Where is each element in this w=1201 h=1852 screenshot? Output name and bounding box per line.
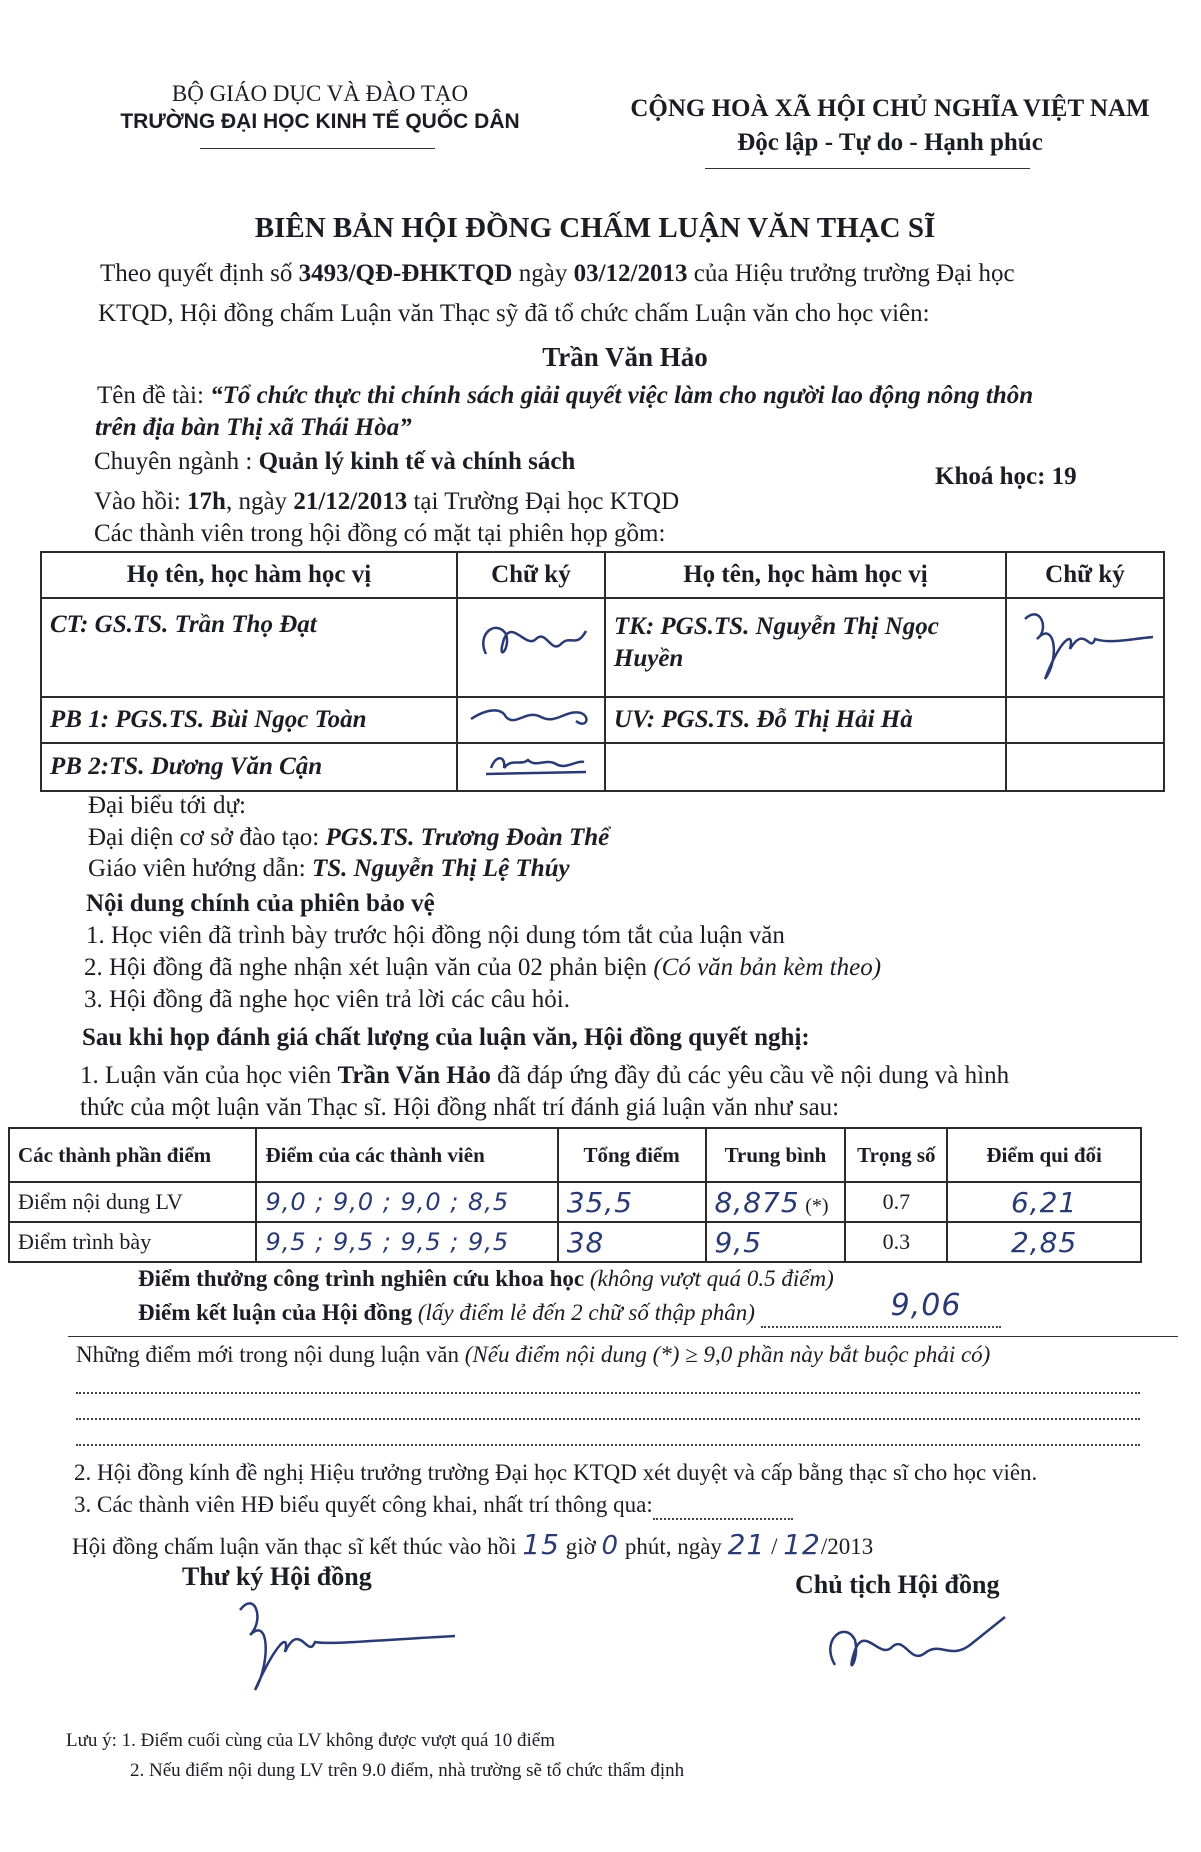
advisor-line (88, 855, 570, 883)
item-2: 2. Hội đồng kính đề nghị Hiệu trưởng trường Đại học KTQD xét duyệt và cấp bằng thạc sĩ cho học viên. (74, 1460, 1038, 1485)
attendees-label: Đại biểu tới dự: (88, 792, 246, 819)
chair-title: Chủ tịch Hội đồng (795, 1570, 1000, 1599)
score-members: 9,0 ; 9,0 ; 9,0 ; 8,5 (256, 1182, 557, 1222)
score-average-cell (706, 1222, 846, 1262)
signature-cell (1006, 598, 1164, 697)
intro-text-2: ngày (518, 260, 568, 287)
members-header-row (41, 552, 1164, 598)
final-rule (68, 1336, 1178, 1337)
bonus-line (138, 1266, 834, 1292)
score-label: Điểm trình bày (9, 1222, 256, 1262)
signature-cell (457, 598, 605, 697)
score-header-weight: Trọng số (845, 1128, 947, 1182)
dotted-line (76, 1418, 1140, 1420)
score-header-converted: Điểm qui đổi (947, 1128, 1141, 1182)
new-points-label: Những điểm mới trong nội dung luận văn (76, 1342, 460, 1367)
end-minute: 0 (601, 1531, 620, 1561)
end-phut: phút, ngày (624, 1534, 722, 1559)
signature-chair-icon (466, 609, 596, 679)
score-header-members: Điểm của các thành viên (256, 1128, 557, 1182)
new-points-note: (Nếu điểm nội dung (*) ≥ 9,0 phần này bắt buộc phải có) (464, 1342, 991, 1367)
decision-date: 03/12/2013 (573, 260, 688, 287)
dotted-line (76, 1392, 1140, 1394)
session-prefix: Vào hồi: (94, 488, 181, 515)
header-right-rule (705, 168, 1030, 169)
note-2: 2. Nếu điểm nội dung LV trên 9.0 điểm, nhà trường sẽ tổ chức thẩm định (130, 1760, 685, 1781)
signature-cell (457, 697, 605, 743)
signature-reviewer-1-icon (466, 699, 596, 735)
end-gio: giờ (565, 1534, 596, 1559)
session-line (94, 488, 679, 516)
advisor-value: TS. Nguyễn Thị Lệ Thúy (311, 855, 570, 882)
dotted-line (76, 1444, 1140, 1446)
members-header-sign-right: Chữ ký (1006, 552, 1164, 598)
rep-value: PGS.TS. Trương Đoàn Thể (325, 824, 610, 851)
decision-text-1: 1. Luận văn của học viên (80, 1062, 332, 1089)
members-intro: Các thành viên trong hội đồng có mặt tại phiên họp gồm: (94, 520, 666, 547)
member-secretary: TK: PGS.TS. Nguyễn Thị Ngọc Huyền (605, 598, 1006, 697)
signature-reviewer-2-icon (466, 746, 596, 782)
decision-line-1 (80, 1062, 1009, 1090)
final-score: 9,06 (890, 1288, 962, 1323)
final-dots (761, 1288, 1001, 1328)
advisor-label: Giáo viên hướng dẫn: (88, 855, 306, 882)
score-table (8, 1127, 1142, 1263)
item-3-line (74, 1492, 793, 1520)
rep-line (88, 824, 609, 852)
intro-line-1 (100, 260, 1170, 288)
score-total: 35,5 (558, 1182, 706, 1222)
session-time: 17h (187, 488, 226, 515)
content-item-3: 3. Hội đồng đã nghe học viên trả lời các câu hỏi. (84, 986, 570, 1013)
score-header-average: Trung bình (706, 1128, 846, 1182)
signature-cell (1006, 697, 1164, 743)
signature-cell (457, 743, 605, 791)
score-total: 38 (558, 1222, 706, 1262)
header-left (95, 80, 545, 136)
header-left-rule (200, 148, 435, 149)
topic-line-1 (97, 382, 1033, 410)
members-row (41, 697, 1164, 743)
score-weight: 0.3 (845, 1222, 947, 1262)
content-item-2 (84, 954, 881, 982)
session-suffix: tại Trường Đại học KTQD (413, 488, 680, 515)
signature-cell (1006, 743, 1164, 791)
score-average-mark: (*) (805, 1194, 829, 1217)
score-header-row (9, 1128, 1141, 1182)
end-day: 21 (727, 1528, 766, 1561)
score-header-component: Các thành phần điểm (9, 1128, 256, 1182)
decision-number: 3493/QĐ-ĐHKTQD (298, 260, 513, 287)
content-item-2-note: (Có văn bản kèm theo) (653, 954, 882, 981)
intro-text-3: của Hiệu trưởng trường Đại học (693, 260, 1015, 287)
score-average: 9,5 (714, 1225, 763, 1259)
member-member: UV: PGS.TS. Đỗ Thị Hải Hà (605, 697, 1006, 743)
item-3-dots (653, 1492, 793, 1520)
topic-title-1: “Tổ chức thực thi chính sách giải quyết việc làm cho người lao động nông thôn (210, 382, 1034, 409)
note-1: Lưu ý: 1. Điểm cuối cùng của LV không được vượt quá 10 điểm (66, 1730, 555, 1751)
major-value: Quản lý kinh tế và chính sách (258, 448, 576, 475)
decision-heading: Sau khi họp đánh giá chất lượng của luận văn, Hội đồng quyết nghị: (82, 1024, 810, 1051)
final-line (138, 1288, 1148, 1328)
signature-secretary-icon (1015, 599, 1155, 689)
topic-label: Tên đề tài: (97, 382, 204, 409)
intro-text-1: Theo quyết định số (100, 260, 293, 287)
motto: Độc lập - Tự do - Hạnh phúc (737, 129, 1043, 156)
decision-line-2: thức của một luận văn Thạc sĩ. Hội đồng nhất trí đánh giá luận văn như sau: (80, 1094, 840, 1121)
major-label: Chuyên ngành : (94, 448, 253, 475)
members-header-name-right: Họ tên, học hàm học vị (605, 552, 1006, 598)
secretary-signature-icon (220, 1590, 460, 1700)
university-name: TRƯỜNG ĐẠI HỌC KINH TẾ QUỐC DÂN (120, 110, 520, 133)
header-right (610, 92, 1170, 160)
decision-text-2: đã đáp ứng đầy đủ các yêu cầu về nội dung và hình (497, 1062, 1010, 1089)
bonus-note: (không vượt quá 0.5 điểm) (589, 1266, 834, 1291)
member-chair: CT: GS.TS. Trần Thọ Đạt (41, 598, 457, 697)
chair-signature-icon (810, 1605, 1010, 1695)
rep-label: Đại diện cơ sở đào tạo: (88, 824, 320, 851)
score-row-content (9, 1182, 1141, 1222)
session-mid: , ngày (225, 488, 288, 515)
members-header-name-left: Họ tên, học hàm học vị (41, 552, 457, 598)
end-hour: 15 (522, 1528, 560, 1561)
secretary-title: Thư ký Hội đồng (182, 1562, 372, 1591)
score-average-cell (706, 1182, 846, 1222)
session-date: 21/12/2013 (293, 488, 408, 515)
major-line (94, 448, 575, 476)
score-members: 9,5 ; 9,5 ; 9,5 ; 9,5 (256, 1222, 557, 1262)
final-label: Điểm kết luận của Hội đồng (138, 1300, 413, 1325)
topic-title-2: trên địa bàn Thị xã Thái Hòa” (95, 414, 412, 441)
members-table (40, 551, 1165, 792)
score-average: 8,875 (714, 1185, 800, 1219)
member-reviewer-2: PB 2:TS. Dương Văn Cận (41, 743, 457, 791)
score-converted: 2,85 (947, 1222, 1141, 1262)
score-header-total: Tổng điểm (558, 1128, 706, 1182)
student-name: Trần Văn Hảo (542, 342, 708, 372)
course: Khoá học: 19 (935, 463, 1077, 490)
content-heading: Nội dung chính của phiên bảo vệ (86, 890, 435, 917)
end-year: /2013 (820, 1534, 874, 1559)
item-3: 3. Các thành viên HĐ biểu quyết công khai, nhất trí thông qua: (74, 1492, 653, 1517)
score-converted: 6,21 (947, 1182, 1141, 1222)
ministry-name: BỘ GIÁO DỤC VÀ ĐÀO TẠO (171, 81, 469, 106)
content-item-1: 1. Học viên đã trình bày trước hội đồng nội dung tóm tắt của luận văn (86, 922, 785, 949)
decision-student: Trần Văn Hảo (337, 1062, 491, 1089)
member-reviewer-1: PB 1: PGS.TS. Bùi Ngọc Toàn (41, 697, 457, 743)
intro-line-2: KTQD, Hội đồng chấm Luận văn Thạc sỹ đã tổ chức chấm Luận văn cho học viên: (98, 300, 930, 327)
member-empty (605, 743, 1006, 791)
new-points-line (76, 1342, 990, 1368)
end-line: Hội đồng chấm luận văn thạc sĩ kết thúc vào hồi 15 giờ 0 phút, ngày 21 / 12/2013 (72, 1528, 874, 1561)
content-item-2-text: 2. Hội đồng đã nghe nhận xét luận văn của 02 phản biện (84, 954, 648, 981)
final-note: (lấy điểm lẻ đến 2 chữ số thập phân) (417, 1300, 755, 1325)
members-row (41, 598, 1164, 697)
score-label: Điểm nội dung LV (9, 1182, 256, 1222)
country-name: CỘNG HOÀ XÃ HỘI CHỦ NGHĨA VIỆT NAM (630, 95, 1150, 122)
end-prefix: Hội đồng chấm luận văn thạc sĩ kết thúc vào hồi (72, 1534, 517, 1559)
score-row-presentation (9, 1222, 1141, 1262)
score-weight: 0.7 (845, 1182, 947, 1222)
end-month: 12 (783, 1528, 821, 1561)
bonus-label: Điểm thưởng công trình nghiên cứu khoa học (138, 1266, 585, 1291)
members-row (41, 743, 1164, 791)
members-header-sign-left: Chữ ký (457, 552, 605, 598)
document-title: BIÊN BẢN HỘI ĐỒNG CHẤM LUẬN VĂN THẠC SĨ (254, 212, 936, 244)
